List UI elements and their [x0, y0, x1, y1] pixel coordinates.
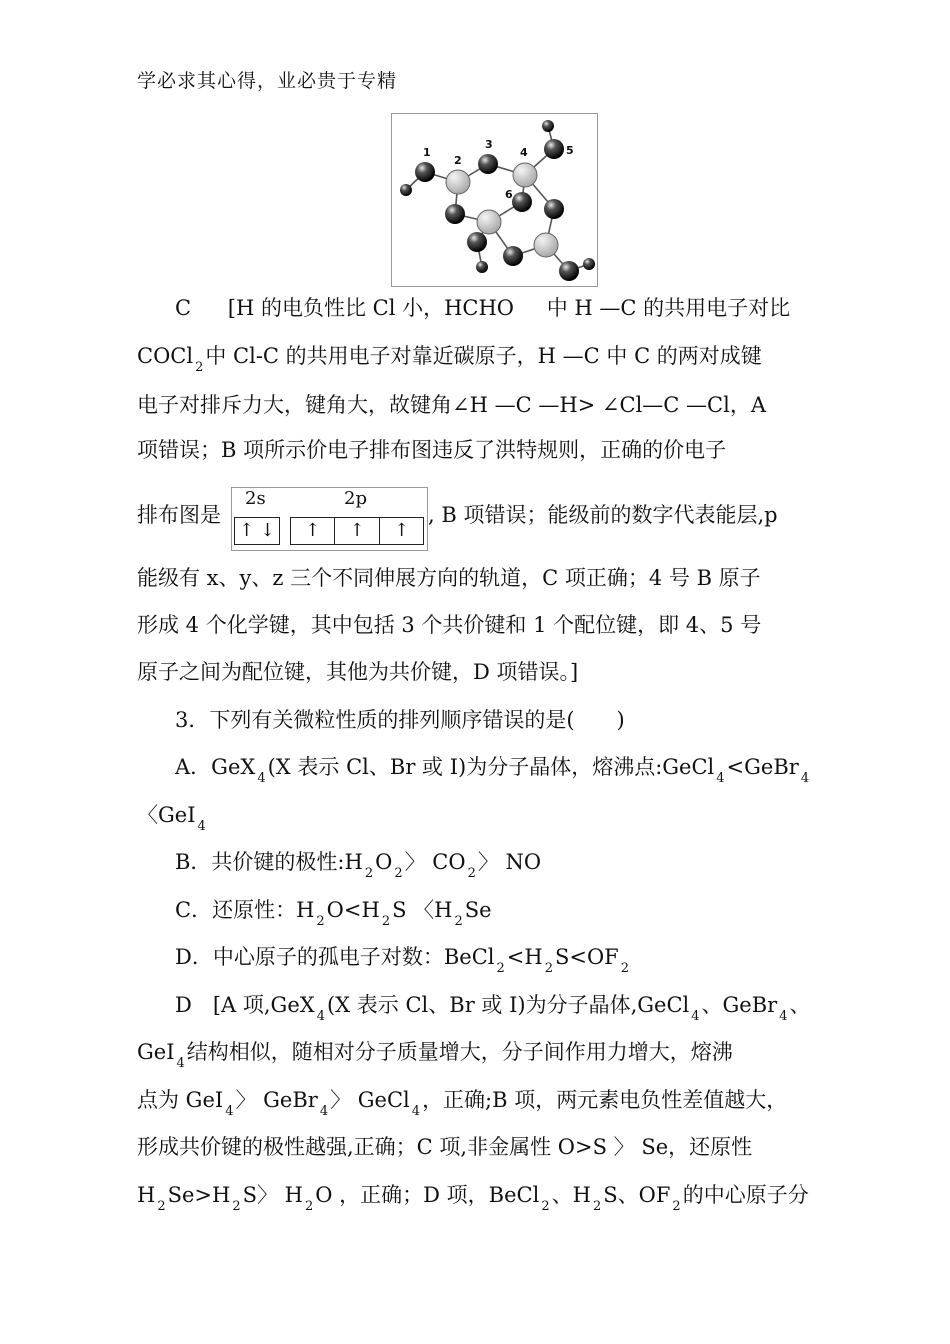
subscript: 2 [467, 866, 476, 881]
text-span: Se [464, 898, 492, 922]
atom-o [559, 261, 579, 281]
option-c [175, 895, 492, 929]
atom-3 [478, 154, 498, 174]
answer-line: 能级有 x、y、z 三个不同伸展方向的轨道，C 项正确；4 号 B 原子 [137, 566, 761, 590]
orbital-cell-2p: ↑ [290, 517, 335, 545]
text-span: H [137, 1183, 156, 1207]
text-span: <GeBr [726, 755, 799, 779]
answer-line: 排布图是 [137, 503, 221, 527]
atom-label: 2 [454, 154, 462, 167]
text-span: 中 Cl-C 的共用电子对靠近碳原子，H —C 中 C 的两对成键 [205, 344, 762, 368]
text-span: 、H [551, 1183, 591, 1207]
orbital-diagram [231, 487, 428, 551]
text-span: 、 [789, 993, 811, 1017]
text-span: ，正确;B 项，两元素电负性差值越大， [422, 1088, 788, 1112]
answer-line [137, 1180, 809, 1214]
answer-line: 电子对排斥力大，键角大，故键角∠H —C —H> ∠Cl—C —Cl，A [137, 393, 766, 417]
orbital-cell-2p: ↑ [379, 517, 424, 545]
subscript: 2 [394, 866, 403, 881]
answer-line [137, 1037, 733, 1071]
orbital-label-2p: 2p [344, 488, 367, 509]
text-span: [H 的电负性比 Cl 小，HCHO [227, 296, 514, 320]
subscript: 4 [176, 1056, 185, 1071]
text-span: <H [506, 945, 543, 969]
option-a-cont [137, 800, 208, 834]
text-span: Se>H [167, 1183, 231, 1207]
molecule-figure [391, 113, 598, 287]
text-span: COCl [137, 344, 194, 368]
subscript: 4 [779, 1009, 788, 1024]
option-b [175, 847, 541, 881]
text-span: 〉 CO [404, 850, 466, 874]
atom-1 [415, 162, 435, 182]
text-span: (X 表示 Cl、Br 或 I)为分子晶体,GeCl [326, 993, 690, 1017]
text-span: 、GeBr [701, 993, 778, 1017]
text-span: S、OF [603, 1183, 671, 1207]
subscript: 2 [381, 914, 391, 929]
atom-label: 6 [505, 188, 513, 201]
atom-label: 3 [485, 138, 493, 151]
atom-label: 1 [423, 146, 431, 159]
text-span: A．GeX [175, 755, 256, 779]
subscript: 2 [672, 1199, 681, 1214]
subscript: 2 [592, 1199, 602, 1214]
text-span: 〉 NO [477, 850, 542, 874]
answer-line [137, 341, 762, 375]
atom-h [476, 261, 488, 273]
text-span: S〉 H [242, 1183, 303, 1207]
text-span: D．中心原子的孤电子对数：BeCl [175, 945, 495, 969]
text-span: D [A 项,GeX [175, 993, 315, 1017]
orbital-label-2s: 2s [245, 488, 266, 509]
subscript: 2 [195, 360, 204, 375]
subscript: 4 [800, 771, 810, 786]
atom-h [542, 120, 554, 132]
text-span: (X 表示 Cl、Br 或 I)为分子晶体，熔沸点:GeCl [267, 755, 715, 779]
subscript: 2 [620, 961, 630, 976]
subscript: 4 [411, 1104, 421, 1119]
atom-2 [446, 170, 470, 194]
atom-h [583, 258, 595, 270]
text-span: 〈GeI [137, 803, 196, 827]
subscript: 2 [316, 914, 325, 929]
atom-4 [513, 163, 537, 187]
answer-line [137, 1085, 787, 1119]
subscript: 2 [364, 866, 374, 881]
answer-line: 形成 4 个化学键，其中包括 3 个共价键和 1 个配位键，即 4、5 号 [137, 613, 762, 637]
subscript: 4 [197, 819, 206, 834]
atom-label: 5 [566, 144, 574, 157]
atom-h [400, 184, 412, 196]
answer-line: , B 项错误；能级前的数字代表能层,p [428, 503, 778, 527]
text-span: S<OF [554, 945, 619, 969]
orbital-cell-2s: ↑ ↓ [234, 517, 280, 545]
text-span: GeI [137, 1040, 175, 1064]
subscript: 4 [716, 771, 725, 786]
answer-letter: C [175, 296, 192, 320]
subscript: 4 [225, 1104, 234, 1119]
answer-line: 形成共价键的极性越强,正确；C 项,非金属性 O>S 〉 Se，还原性 [137, 1135, 753, 1159]
molecule-diagram [392, 114, 597, 286]
subscript: 2 [541, 1199, 550, 1214]
text-span: 的中心原子分 [682, 1183, 809, 1207]
option-a [175, 752, 811, 786]
atom-b [534, 233, 558, 257]
atom-o [445, 204, 465, 224]
option-d [175, 942, 631, 976]
answer-line [175, 293, 790, 323]
text-span: O<H [326, 898, 380, 922]
text-span: 〉 GeBr [235, 1088, 318, 1112]
text-span: O [375, 850, 393, 874]
atom-o [544, 199, 564, 219]
orbital-cell-2p: ↑ [334, 517, 380, 545]
answer-line: 原子之间为配位键，其他为共价键，D 项错误。] [137, 660, 579, 684]
subscript: 2 [544, 961, 553, 976]
text-span: 点为 GeI [137, 1088, 224, 1112]
subscript: 4 [319, 1104, 329, 1119]
text-span: B．共价键的极性:H [175, 850, 363, 874]
text-span: 中 H —C 的共用电子对比 [546, 296, 791, 320]
subscript: 4 [691, 1009, 700, 1024]
subscript: 2 [232, 1199, 241, 1214]
atom-o [467, 232, 487, 252]
subscript: 2 [496, 961, 505, 976]
question-stem: 3．下列有关微粒性质的排列顺序错误的是( ) [175, 708, 625, 732]
atom-label: 4 [520, 146, 528, 159]
page-header: 学必求其心得，业必贵于专精 [137, 70, 398, 92]
subscript: 2 [454, 914, 463, 929]
text-span: C．还原性：H [175, 898, 315, 922]
text-span: 〉 GeCl [330, 1088, 410, 1112]
subscript: 2 [157, 1199, 166, 1214]
answer-line [175, 990, 810, 1024]
atom-o [503, 246, 523, 266]
atom-b [477, 210, 501, 234]
subscript: 4 [316, 1009, 325, 1024]
subscript: 4 [257, 771, 266, 786]
text-span: O ，正确；D 项，BeCl [315, 1183, 540, 1207]
atom-5 [544, 139, 564, 159]
text-span: S 〈H [392, 898, 453, 922]
subscript: 2 [305, 1199, 314, 1214]
atom-6 [512, 192, 532, 212]
answer-line: 项错误；B 项所示价电子排布图违反了洪特规则，正确的价电子 [137, 438, 727, 462]
text-span: 结构相似，随相对分子质量增大，分子间作用力增大，熔沸 [186, 1040, 733, 1064]
